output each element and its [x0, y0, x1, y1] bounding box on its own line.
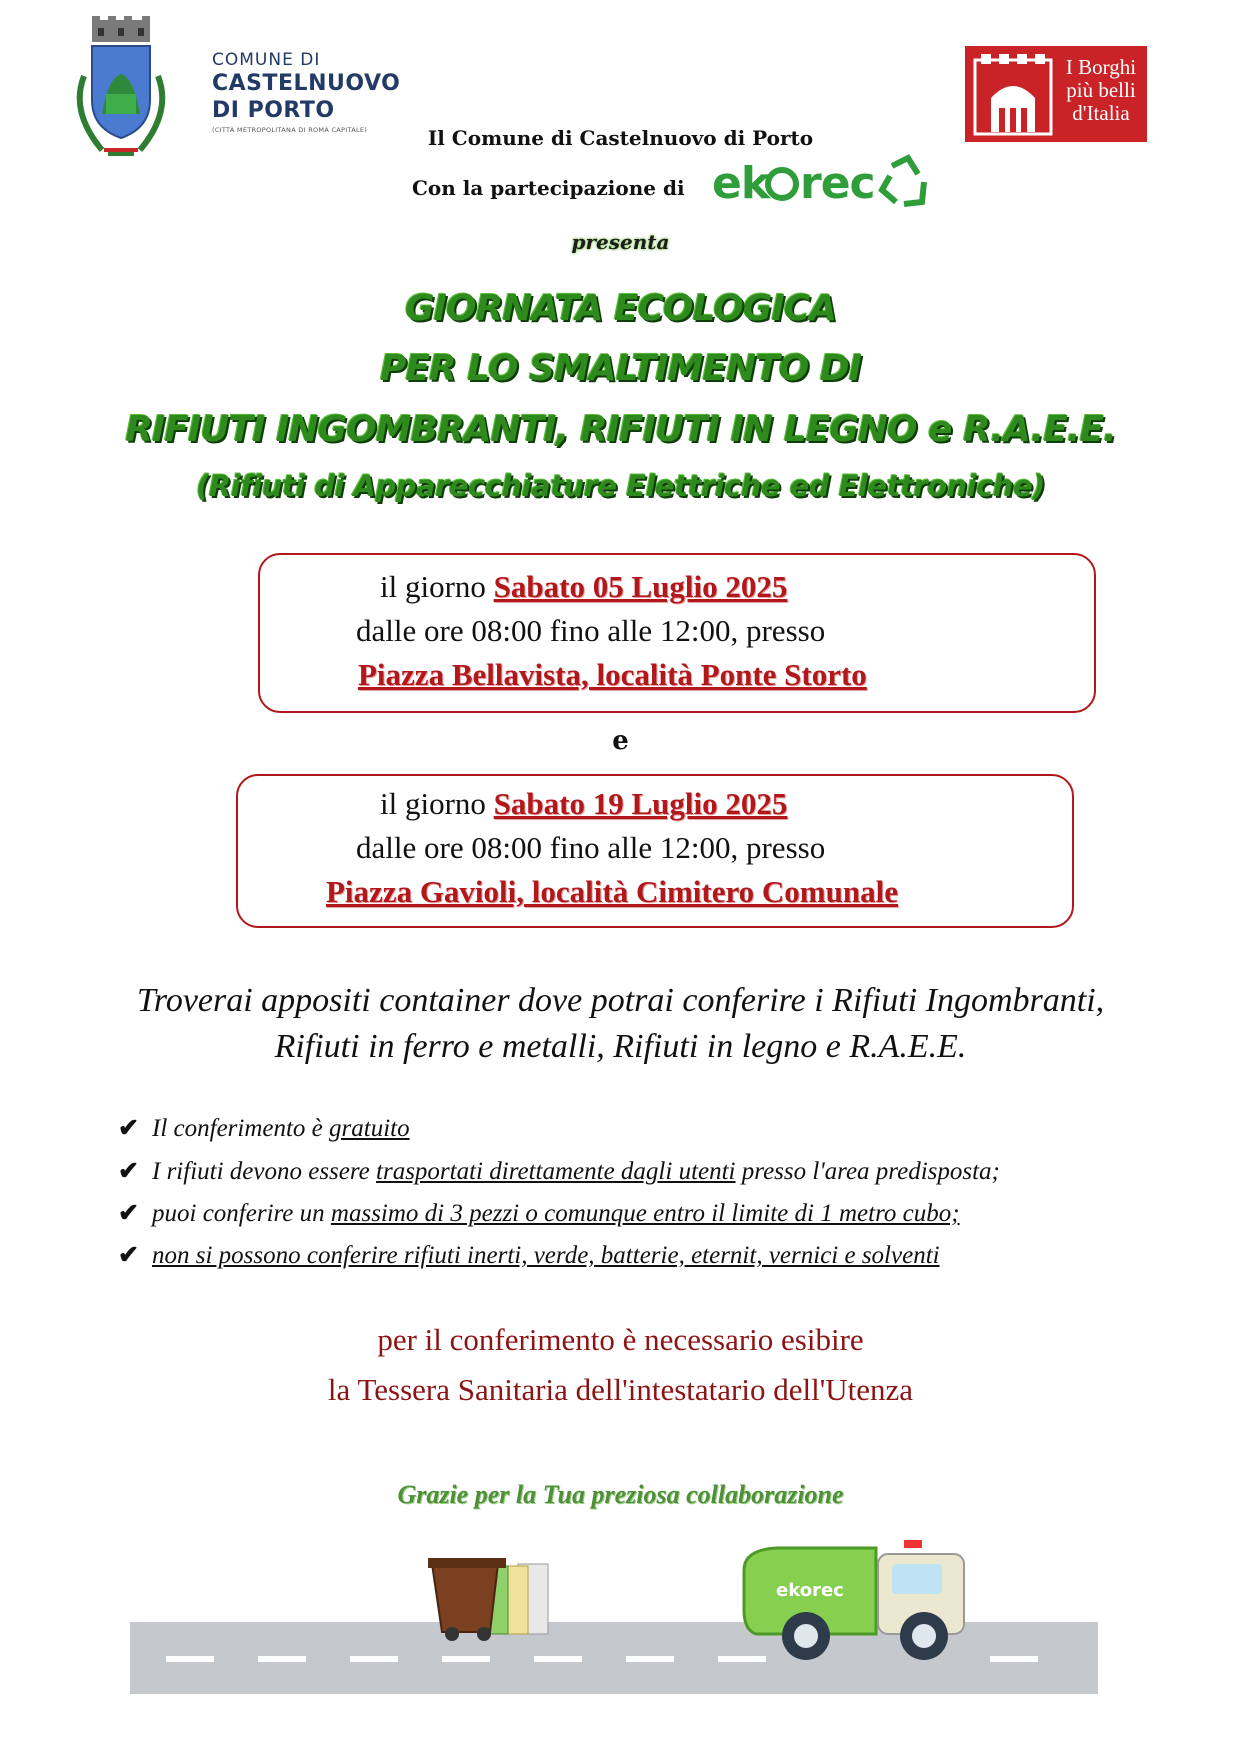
check-icon: ✔ — [118, 1158, 139, 1185]
check-icon: ✔ — [118, 1242, 139, 1269]
ekorec-logo — [712, 152, 942, 218]
ekorec-recycle-icon — [712, 152, 942, 214]
bullet-2-underlined: trasportati direttamente dagli utenti — [376, 1158, 736, 1185]
comune-line3: DI PORTO — [212, 98, 335, 123]
event-1-date-line — [380, 569, 787, 605]
road-dash — [258, 1656, 306, 1662]
title-line2: PER LO SMALTIMENTO DI — [379, 348, 862, 389]
title-line1: GIORNATA ECOLOGICA — [404, 288, 837, 329]
event-2-place: Piazza Gavioli, località Cimitero Comunale — [326, 874, 898, 909]
event-1-place-wrap — [358, 657, 867, 693]
borghi-line3: d'Italia — [1072, 101, 1130, 125]
intro-line: Il Comune di Castelnuovo di Porto — [427, 126, 814, 150]
thanks-text: Grazie per la Tua preziosa collaborazione — [397, 1480, 844, 1509]
bullet-1-text: Il conferimento è — [152, 1115, 330, 1142]
check-icon: ✔ — [118, 1200, 139, 1227]
bullet-2-text: I rifiuti devono essere — [152, 1158, 377, 1185]
event-2-hours: dalle ore 08:00 fino alle 12:00, presso — [356, 830, 826, 865]
title-line3: RIFIUTI INGOMBRANTI, RIFIUTI IN LEGNO e R.A.E.E. — [125, 409, 1116, 450]
comune-line2: CASTELNUOVO — [212, 71, 401, 96]
road-dash — [166, 1656, 214, 1662]
event-1-hours: dalle ore 08:00 fino alle 12:00, presso — [356, 613, 826, 648]
road-dash — [442, 1656, 490, 1662]
event-2-prefix: il giorno — [380, 786, 494, 821]
road-dash — [626, 1656, 674, 1662]
description-line1: Troverai appositi container dove potrai conferire i Rifiuti Ingombranti, — [136, 982, 1105, 1019]
bullet-item — [118, 1240, 940, 1270]
ekorec-garbage-truck-icon — [736, 1530, 986, 1662]
footer-line2: la Tessera Sanitaria dell'intestatario dell'Utenza — [327, 1372, 914, 1407]
comune-name — [212, 50, 400, 134]
footer-line1: per il conferimento è necessario esibire — [377, 1322, 864, 1357]
borghi-building-icon — [971, 52, 1055, 136]
comune-subtitle: (CITTÀ METROPOLITANA DI ROMA CAPITALE) — [212, 126, 368, 134]
presenta-text: presenta — [571, 230, 670, 254]
comune-line1: COMUNE DI — [212, 50, 321, 70]
description-line2: Rifiuti in ferro e metalli, Rifiuti in legno e R.A.E.E. — [274, 1028, 967, 1065]
event-2-date-line — [380, 786, 787, 822]
event-1-date: Sabato 05 Luglio 2025 — [493, 569, 788, 604]
event-box-2 — [236, 774, 1074, 928]
bullet-1-underlined: gratuito — [329, 1115, 410, 1142]
waste-bins-icon — [428, 1556, 604, 1642]
check-icon: ✔ — [118, 1115, 139, 1142]
bullet-4-underlined: non si possono conferire rifiuti inerti, verde, batterie, eternit, vernici e solventi — [152, 1242, 940, 1269]
bullet-item — [118, 1113, 410, 1143]
bullet-3-underlined: massimo di 3 pezzi o comunque entro il limite di 1 metro cubo; — [330, 1200, 960, 1227]
event-2-place-wrap — [326, 874, 898, 910]
bullet-3-text: puoi conferire un — [152, 1200, 331, 1227]
truck-label: ekorec — [776, 1580, 844, 1601]
event-box-1 — [258, 553, 1096, 713]
road-dash — [534, 1656, 582, 1662]
event-1-prefix: il giorno — [380, 569, 494, 604]
event-1-place: Piazza Bellavista, località Ponte Storto — [358, 657, 867, 692]
title-line4: (Rifiuti di Apparecchiature Elettriche ed Elettroniche) — [196, 469, 1045, 503]
road-dash — [350, 1656, 398, 1662]
bullet-item — [118, 1198, 960, 1228]
bullet-2-after: presso l'area predisposta; — [735, 1158, 1000, 1185]
events-separator: e — [612, 726, 629, 756]
partecipazione-line: Con la partecipazione di — [412, 176, 685, 200]
svg-text:rec: rec — [800, 158, 875, 209]
bullet-item — [118, 1156, 1000, 1186]
road-dash — [990, 1656, 1038, 1662]
event-2-date: Sabato 19 Luglio 2025 — [493, 786, 788, 821]
borghi-line1: I Borghi — [1065, 55, 1137, 79]
borghi-text — [1057, 56, 1145, 125]
svg-text:ek: ek — [712, 158, 770, 209]
borghi-line2: più belli — [1066, 78, 1136, 102]
